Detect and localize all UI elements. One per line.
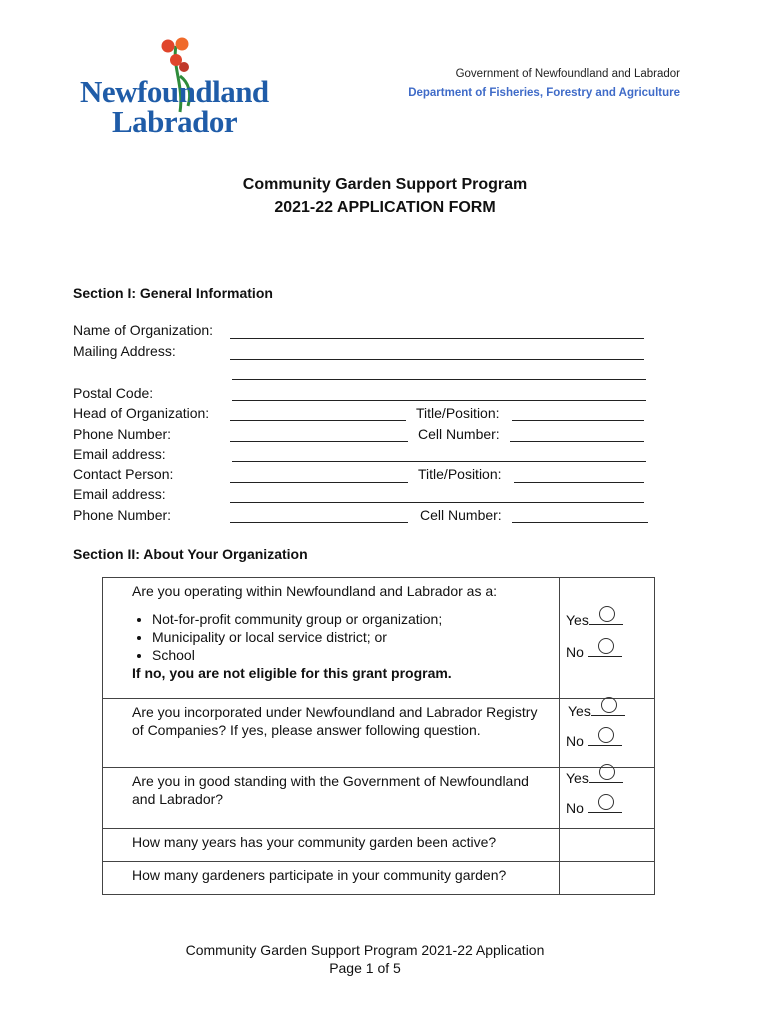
section-1-heading: Section I: General Information	[73, 285, 273, 301]
radio-circle-icon[interactable]	[598, 794, 614, 810]
q3-yes-option[interactable]	[566, 770, 623, 786]
no-label: No	[566, 800, 584, 816]
question-row-1	[103, 578, 655, 699]
postal-code-label: Postal Code:	[73, 385, 154, 401]
eligibility-list	[132, 610, 549, 664]
org-name-field[interactable]	[230, 338, 644, 339]
radio-circle-icon[interactable]	[601, 697, 617, 713]
organization-questions-table	[102, 577, 655, 895]
list-item: • Not-for-profit community group or organization;	[152, 610, 549, 628]
question-2-text: Are you incorporated under Newfoundland and Labrador Registry of Companies? If yes, please answer following question.	[132, 704, 538, 738]
radio-circle-icon[interactable]	[598, 638, 614, 654]
contact-email-field[interactable]	[230, 502, 644, 503]
radio-circle-icon[interactable]	[599, 764, 615, 780]
no-label: No	[566, 644, 584, 660]
yes-label: Yes	[566, 612, 589, 628]
head-org-field[interactable]	[230, 420, 406, 421]
question-row-3	[103, 768, 655, 829]
logo-text-newfoundland: Newfoundland	[80, 74, 269, 109]
head-title-field[interactable]	[512, 420, 644, 421]
no-label: No	[566, 733, 584, 749]
cell-label: Cell Number:	[418, 426, 500, 442]
radio-circle-icon[interactable]	[598, 727, 614, 743]
contact-person-label: Contact Person:	[73, 466, 174, 482]
contact-title-field[interactable]	[514, 482, 644, 483]
head-title-label: Title/Position:	[416, 405, 500, 421]
q4-answer-cell[interactable]	[560, 829, 655, 862]
q3-no-option[interactable]	[566, 800, 622, 816]
eligibility-note: If no, you are not eligible for this grant program.	[132, 665, 452, 681]
email-field[interactable]	[232, 461, 646, 462]
mailing-address-label: Mailing Address:	[73, 343, 176, 359]
phone-field[interactable]	[230, 441, 408, 442]
nl-logo	[76, 36, 276, 140]
q1-yes-option[interactable]	[566, 612, 623, 628]
question-3-text: Are you in good standing with the Government of Newfoundland and Labrador?	[132, 773, 529, 807]
government-name: Government of Newfoundland and Labrador	[455, 68, 680, 80]
q2-yes-option[interactable]	[568, 703, 625, 719]
mailing-address-field-2[interactable]	[232, 379, 646, 380]
q5-answer-cell[interactable]	[560, 862, 655, 895]
contact-cell-label: Cell Number:	[420, 507, 502, 523]
question-5-text: How many gardeners participate in your community garden?	[132, 867, 507, 883]
mailing-address-field[interactable]	[230, 359, 644, 360]
footer-title: Community Garden Support Program 2021-22 Application	[185, 942, 545, 958]
contact-title-label: Title/Position:	[418, 466, 502, 482]
contact-phone-field[interactable]	[230, 522, 408, 523]
org-name-label: Name of Organization:	[73, 322, 214, 338]
list-item: • School	[152, 646, 549, 664]
logo-text-labrador: Labrador	[112, 104, 238, 139]
question-row-5	[103, 862, 655, 895]
form-title: Community Garden Support Program	[242, 176, 528, 193]
email-label: Email address:	[73, 446, 166, 462]
department-name: Department of Fisheries, Forestry and Agriculture	[408, 87, 680, 99]
question-row-2	[103, 699, 655, 768]
question-4-text: How many years has your community garden been active?	[132, 834, 497, 850]
contact-cell-field[interactable]	[512, 522, 648, 523]
contact-person-field[interactable]	[230, 482, 408, 483]
page-number: Page 1 of 5	[329, 960, 401, 976]
postal-code-field[interactable]	[232, 400, 646, 401]
contact-email-label: Email address:	[73, 486, 166, 502]
phone-label: Phone Number:	[73, 426, 172, 442]
yes-label: Yes	[568, 703, 591, 719]
q2-no-option[interactable]	[566, 733, 622, 749]
question-1-text: Are you operating within Newfoundland and Labrador as a:	[132, 583, 498, 599]
head-org-label: Head of Organization:	[73, 405, 210, 421]
contact-phone-label: Phone Number:	[73, 507, 172, 523]
question-row-4	[103, 829, 655, 862]
yes-label: Yes	[566, 770, 589, 786]
list-item: • Municipality or local service district; or	[152, 628, 549, 646]
radio-circle-icon[interactable]	[599, 606, 615, 622]
cell-field[interactable]	[510, 441, 644, 442]
section-2-heading: Section II: About Your Organization	[73, 546, 308, 562]
form-subtitle: 2021-22 APPLICATION FORM	[274, 199, 496, 216]
q1-no-option[interactable]	[566, 644, 622, 660]
